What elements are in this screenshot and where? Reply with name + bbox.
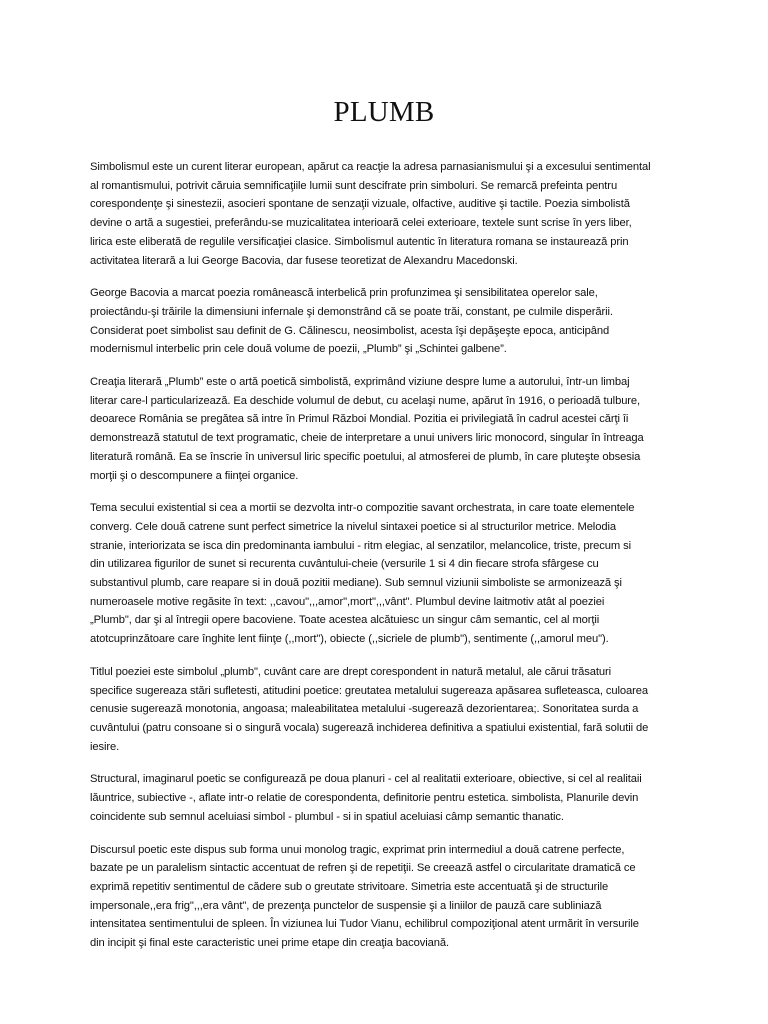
paragraph-line: demonstrează statutul de text programatic, cheie de interpretare a unui univers liric monocord, singular în întreaga: [90, 432, 644, 445]
paragraph-line: substantivul plumb, care reapare si in două pozitii mediane). Sub semnul viziunii simboliste se armonizează şi: [90, 577, 622, 590]
paragraph-line: Discursul poetic este dispus sub forma unui monolog tragic, exprimat prin intermediul a două catrene perfecte,: [90, 843, 625, 856]
paragraph-line: converg. Cele două catrene sunt perfect simetrice la nivelul sintaxei poetice si al structurilor metrice. Melodia: [90, 520, 616, 533]
paragraph-line: cuvântului (patru consoane si o singură vocala) sugerează inchiderea definitiva a spatiului existential, fară solutii de: [90, 721, 649, 734]
paragraph-line: corespondenţe şi sinestezii, asocieri spontane de senzaţii vizuale, olfactive, auditive şi tactile. Poezia simbolistă: [90, 198, 630, 211]
paragraph-6: [90, 770, 706, 826]
paragraph-line: literar care-l particularizează. Ea deschide volumul de debut, cu acelaşi nume, apărut în 1916, o perioadă tulbure,: [90, 394, 641, 407]
paragraph-7: [90, 841, 706, 953]
paragraph-line: al romantismului, potrivit căruia semnificaţiile lumii sunt descifrate prin simboluri. Se remarcă prefeinta pentru: [90, 179, 618, 192]
paragraph-line: stranie, interiorizata se isca din predominanta iambului - ritm elegiac, al senzatilor, melancolice, triste, precum si: [90, 539, 631, 552]
paragraph-4: [90, 499, 706, 649]
paragraph-line: activitatea literară a lui George Bacovia, dar fusese teoretizat de Alexandru Macedonski.: [90, 254, 518, 267]
paragraph-line: proiectându-şi trăirile la dimensiuni infernale şi demonstrând că se poate trăi, constant, pe culmile disperării.: [90, 305, 613, 318]
paragraph-5: [90, 663, 706, 757]
paragraph-line: Simbolismul este un curent literar european, apărut ca reacţie la adresa parnasianismului şi a excesului sentimental: [90, 161, 651, 173]
paragraph-line: modernismul interbelic prin cele două volume de poezii, „Plumb” şi „Schintei galbene”.: [90, 343, 507, 356]
paragraph-line: bazate pe un paralelism sintactic accentuat de refren şi de repetiţii. Se creează astfel o circularitate dramatică ce: [90, 862, 636, 875]
paragraph-line: Considerat poet simbolist sau definit de G. Călinescu, neosimbolist, acesta îşi depăşeşte epoca, anticipând: [90, 324, 610, 337]
paragraph-line: specifice sugereaza stări sufletesti, atitudini poetice: greutatea metalului sugereaza apăsarea sufleteasca, culoarea: [90, 684, 648, 697]
paragraph-line: din incipit şi final este caracteristic unei prime etape din creaţia bacoviană.: [90, 937, 449, 950]
paragraph-3: [90, 373, 706, 485]
paragraph-line: numeroasele motive regăsite în text: ,,cavou",,,amor",mort",,,vânt". Plumbul devine laitmotiv atât al poeziei: [90, 595, 605, 608]
paragraph-line: intensitatea sentimentului de spleen. În viziunea lui Tudor Vianu, echilibrul compoziţional atent urmărit în versurile: [90, 918, 639, 931]
paragraph-line: Creaţia literară „Plumb” este o artă poetică simbolistă, exprimând viziune despre lume a autorului, într-un limbaj: [90, 376, 630, 389]
paragraph-line: deoarece România se pregătea să intre în Primul Război Mondial. Pozitia ei privilegiată în cadrul acestei cărţi îi: [90, 413, 629, 426]
paragraph-line: lirica este eliberată de regulile versificaţiei clasice. Simbolismul autentic în literatura romana se instaurează prin: [90, 235, 629, 248]
paragraph-line: „Plumb", dar şi al întregii opere bacoviene. Toate acestea alcătuiesc un singur câm semantic, cel al morţii: [90, 614, 600, 627]
page-title: PLUMB: [333, 96, 435, 128]
paragraph-line: devine o artă a sugestiei, preferându-se muzicalitatea interioară celei exterioare, textele sunt scrise în yers liber,: [90, 217, 632, 230]
paragraph-line: morţii şi o descompunere a fiinţei organice.: [90, 469, 299, 482]
paragraph-line: Tema secului existential si cea a mortii se dezvolta intr-o compozitie savant orchestrata, in care toate elementele: [90, 502, 635, 515]
paragraph-line: exprimă repetitiv sentimentul de cădere sub o greutate strivitoare. Simetria este accentuată şi de structurile: [90, 880, 609, 893]
paragraph-1: [90, 158, 706, 270]
paragraph-line: atotcuprinzătoare care înghite lent fiinţe (,,mort"), obiecte (,,sicriele de plumb"), sentimente (,,amorul meu").: [90, 633, 609, 646]
paragraph-line: literatură română. Ea se înscrie în universul liric specific poetului, al atmosferei de plumb, în care pluteşte obsesia: [90, 450, 641, 463]
paragraph-line: Titlul poeziei este simbolul „plumb", cuvânt care are drept corespondent in natură metalul, ale cărui trăsaturi: [90, 665, 612, 678]
paragraph-line: impersonale,,era frig",,,era vânt", de prezenţa punctelor de suspensie şi a liniilor de pauză care subliniază: [90, 899, 602, 912]
document-body: [90, 158, 706, 967]
paragraph-line: coincidente sub semnul aceluiasi simbol - plumbul - si in spatiul aceluiasi câmp semantic thanatic.: [90, 810, 564, 823]
paragraph-line: George Bacovia a marcat poezia românească interbelică prin profunzimea şi sensibilitatea operelor sale,: [90, 287, 598, 300]
paragraph-line: Structural, imaginarul poetic se configurează pe doua planuri - cel al realitatii exterioare, obiective, si cel al realitaii: [90, 773, 642, 786]
paragraph-line: iesire.: [90, 740, 120, 753]
paragraph-line: lăuntrice, subiective -, aflate intr-o relatie de corespondenta, definitorie pentru estetica. simbolista, Planurile devin: [90, 792, 639, 805]
paragraph-line: din utilizarea figurilor de sunet si recurenta cuvântului-cheie (versurile 1 si 4 din fiecare strofa sfârgese cu: [90, 558, 599, 571]
paragraph-line: cenusie sugerează monotonia, angoasa; maleabilitatea metalului -sugerează dezorientarea;. Sonoritatea surda a: [90, 703, 639, 716]
paragraph-2: [90, 284, 706, 359]
